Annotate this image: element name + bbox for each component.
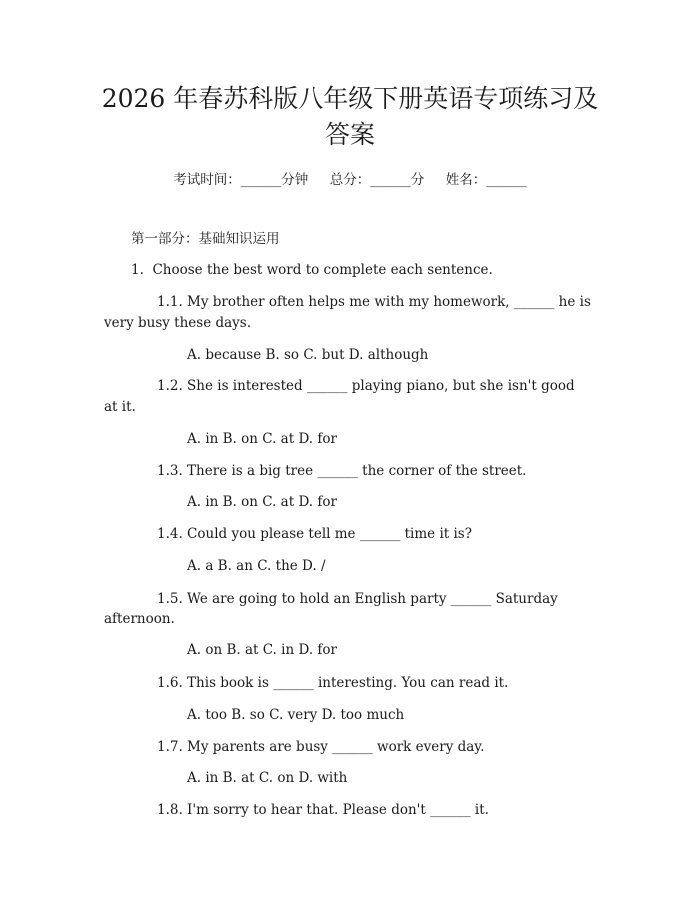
question-1-3-options: A. in B. on C. at D. for	[187, 494, 337, 510]
document-title-line-1: 2026 年春苏科版八年级下册英语专项练习及	[101, 84, 599, 113]
question-1-5-options: A. on B. at C. in D. for	[187, 642, 337, 658]
section-heading: 第一部分：基础知识运用	[131, 231, 280, 247]
question-1-8: 1.8. I'm sorry to hear that. Please don't ______ it.	[157, 802, 489, 818]
question-1-6-options: A. too B. so C. very D. too much	[187, 707, 405, 723]
question-1-6: 1.6. This book is ______ interesting. You can read it.	[157, 675, 509, 691]
question-1-1: 1.1. My brother often helps me with my homework, ______ he is	[157, 294, 591, 310]
question-1-1-options: A. because B. so C. but D. although	[187, 347, 429, 363]
question-1-5: 1.5. We are going to hold an English party ______ Saturday	[157, 591, 558, 607]
question-1-7: 1.7. My parents are busy ______ work every day.	[157, 739, 485, 755]
question-1-instruction: 1. Choose the best word to complete each sentence.	[131, 262, 493, 278]
question-1-2-continuation: at it.	[104, 399, 136, 415]
exam-info-line: 考试时间：______分钟 总分：______分 姓名：______	[173, 172, 527, 188]
question-1-1-continuation: very busy these days.	[104, 315, 252, 331]
question-1-3: 1.3. There is a big tree ______ the corner of the street.	[157, 463, 527, 479]
question-1-2-options: A. in B. on C. at D. for	[187, 431, 337, 447]
question-1-7-options: A. in B. at C. on D. with	[187, 770, 348, 786]
question-1-2: 1.2. She is interested ______ playing piano, but she isn't good	[157, 378, 575, 394]
question-1-4-options: A. a B. an C. the D. /	[187, 558, 326, 574]
question-1-4: 1.4. Could you please tell me ______ time it is?	[157, 526, 472, 542]
document-title-line-2: 答案	[324, 120, 375, 149]
question-1-5-continuation: afternoon.	[104, 611, 175, 627]
